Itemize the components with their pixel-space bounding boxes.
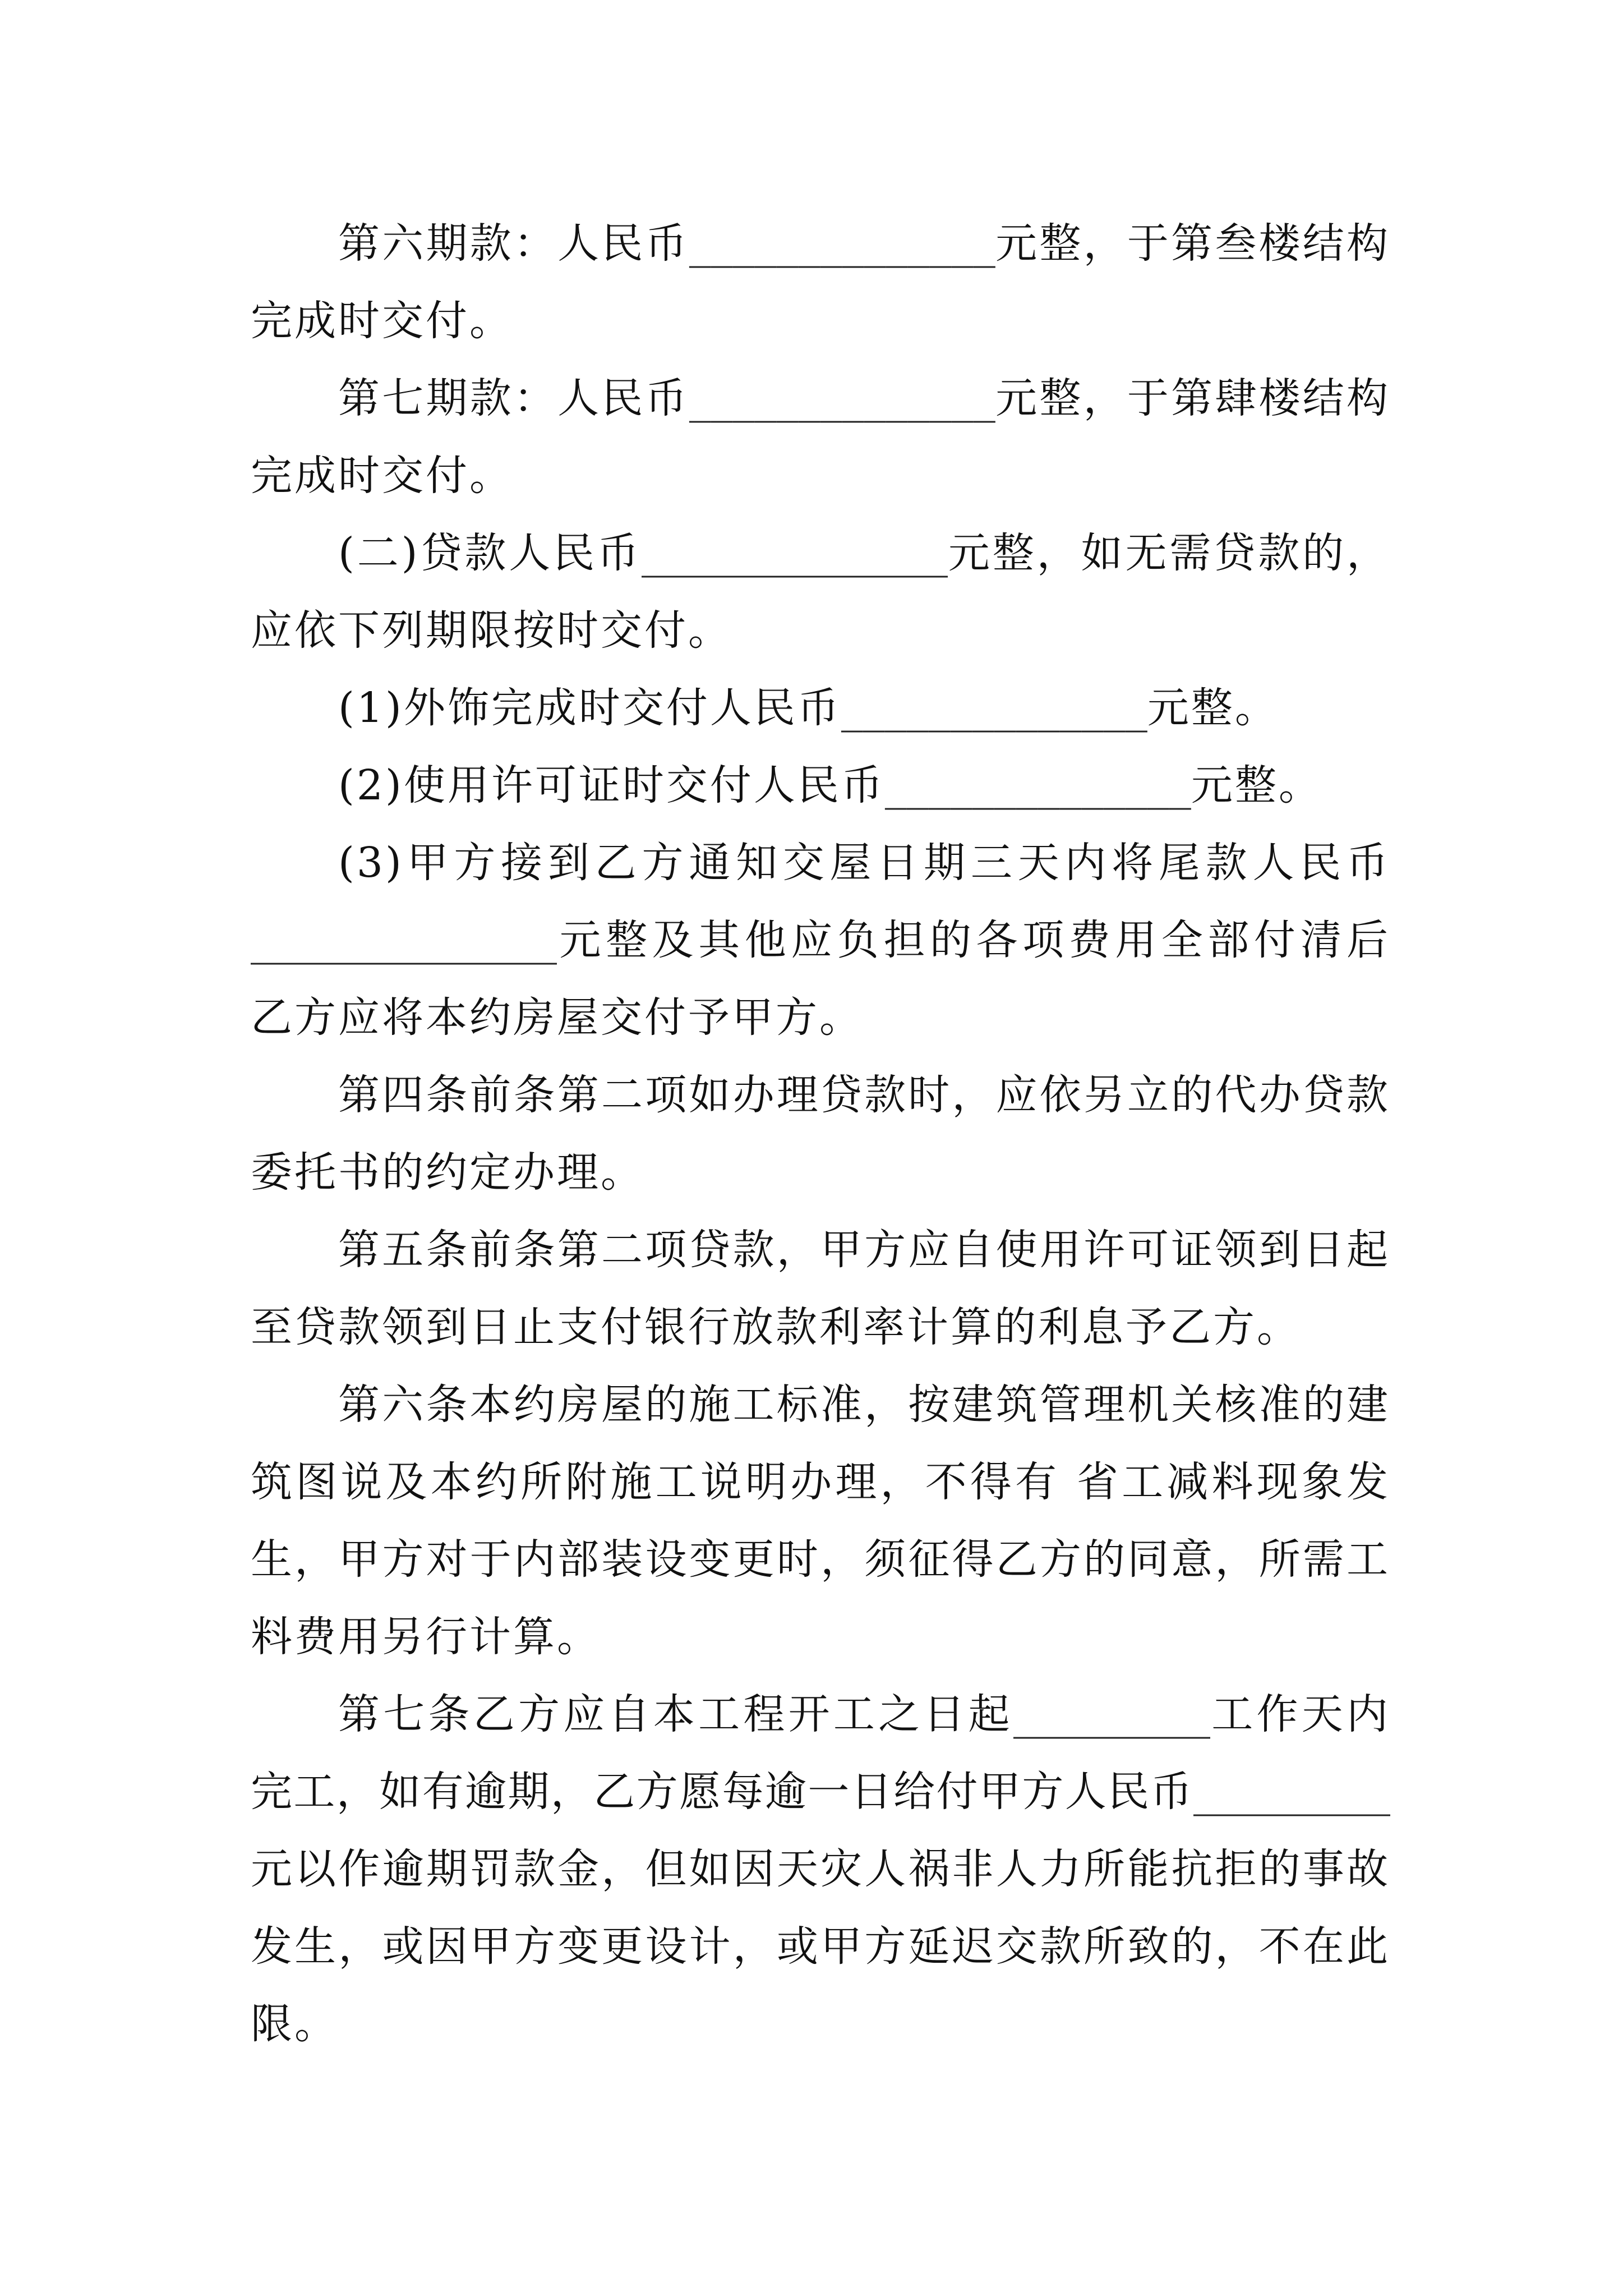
- text-line: [251, 1985, 1390, 2063]
- text-segment: 第五条前条第二项贷款，甲方应自使用许可证领到日起: [338, 1226, 1390, 1274]
- text-line: [251, 514, 1390, 592]
- text-segment: 发生，或因甲方变更设计，或甲方延迟交款所致的，不在此: [251, 1922, 1390, 1971]
- amount-blank: ______________: [689, 372, 995, 423]
- text-line: [251, 1908, 1390, 1985]
- text-segment: 元以作逾期罚款金，但如因天灾人祸非人力所能抗拒的事故: [251, 1845, 1390, 1893]
- text-segment: 第七条乙方应自本工程开工之日起: [338, 1690, 1013, 1738]
- amount-blank: ______________: [641, 527, 948, 578]
- text-segment: 第七期款：人民币: [338, 374, 689, 422]
- text-line: [251, 1366, 1390, 1443]
- text-segment: 料费用另行计算。: [251, 1613, 601, 1661]
- text-segment: 完成时交付。: [251, 452, 513, 500]
- amount-blank: ______________: [251, 914, 557, 965]
- article-7-paragraph: [251, 1676, 1390, 2063]
- text-segment: 生，甲方对于内部装设变更时，须征得乙方的同意，所需工: [251, 1535, 1390, 1584]
- text-line: [251, 1134, 1390, 1211]
- loan-paragraph: [251, 514, 1390, 669]
- text-line: [251, 1598, 1390, 1676]
- amount-blank: ______________: [884, 760, 1191, 810]
- text-segment: 工作天内: [1210, 1690, 1391, 1738]
- text-segment: 第六期款：人民币: [338, 219, 689, 268]
- text-line: [251, 360, 1390, 437]
- article-6-paragraph: [251, 1366, 1390, 1676]
- text-segment: 限。: [251, 2000, 338, 2048]
- penalty-blank: _________: [1193, 1766, 1390, 1816]
- text-segment: 元整。: [1147, 684, 1279, 732]
- text-line: [251, 1443, 1390, 1521]
- text-line: [251, 1521, 1390, 1598]
- text-line: [251, 1676, 1390, 1753]
- text-segment: 第六条本约房屋的施工标准，按建筑管理机关核准的建: [338, 1381, 1390, 1429]
- installment-6-paragraph: [251, 205, 1390, 360]
- text-segment: (二)贷款人民币: [338, 529, 642, 577]
- text-line: [251, 1830, 1390, 1908]
- text-line: [251, 592, 1390, 669]
- text-line: [251, 205, 1390, 282]
- text-segment: (3)甲方接到乙方通知交屋日期三天内将尾款人民币: [338, 839, 1390, 887]
- text-segment: 元整，于第肆楼结构: [995, 374, 1391, 422]
- document-body: [251, 205, 1390, 2063]
- text-segment: 元整，于第叁楼结构: [995, 219, 1391, 268]
- text-segment: 应依下列期限按时交付。: [251, 606, 732, 655]
- text-line: [251, 1211, 1390, 1289]
- text-segment: 乙方应将本约房屋交付予甲方。: [251, 993, 863, 1042]
- text-line: [251, 1056, 1390, 1134]
- days-blank: _________: [1013, 1688, 1210, 1739]
- text-segment: 筑图说及本约所附施工说明办理，不得有 省工减料现象发: [251, 1458, 1390, 1506]
- text-line: [251, 437, 1390, 514]
- text-line: [251, 669, 1390, 747]
- article-4-paragraph: [251, 1056, 1390, 1211]
- text-segment: 委托书的约定办理。: [251, 1148, 644, 1197]
- text-line: [251, 1753, 1390, 1830]
- payment-item-1-paragraph: [251, 669, 1390, 747]
- text-segment: 元整，如无需贷款的，: [947, 529, 1390, 577]
- text-segment: 第四条前条第二项如办理贷款时，应依另立的代办贷款: [338, 1071, 1390, 1119]
- text-line: [251, 282, 1390, 360]
- text-line: [251, 1289, 1390, 1366]
- text-segment: (2)使用许可证时交付人民币: [338, 761, 885, 809]
- text-line: [251, 747, 1390, 824]
- payment-item-2-paragraph: [251, 747, 1390, 824]
- text-segment: 至贷款领到日止支付银行放款利率计算的利息予乙方。: [251, 1303, 1301, 1351]
- text-line: [251, 979, 1390, 1056]
- amount-blank: ______________: [841, 682, 1147, 733]
- installment-7-paragraph: [251, 360, 1390, 514]
- payment-item-3-paragraph: [251, 824, 1390, 1056]
- text-line: [251, 901, 1390, 979]
- article-5-paragraph: [251, 1211, 1390, 1366]
- text-segment: 完成时交付。: [251, 297, 513, 345]
- text-line: [251, 824, 1390, 901]
- text-segment: 元整及其他应负担的各项费用全部付清后: [557, 916, 1390, 964]
- text-segment: 完工，如有逾期，乙方愿每逾一日给付甲方人民币: [251, 1768, 1193, 1816]
- text-segment: (1)外饰完成时交付人民币: [338, 684, 841, 732]
- amount-blank: ______________: [689, 218, 995, 268]
- text-segment: 元整。: [1191, 761, 1322, 809]
